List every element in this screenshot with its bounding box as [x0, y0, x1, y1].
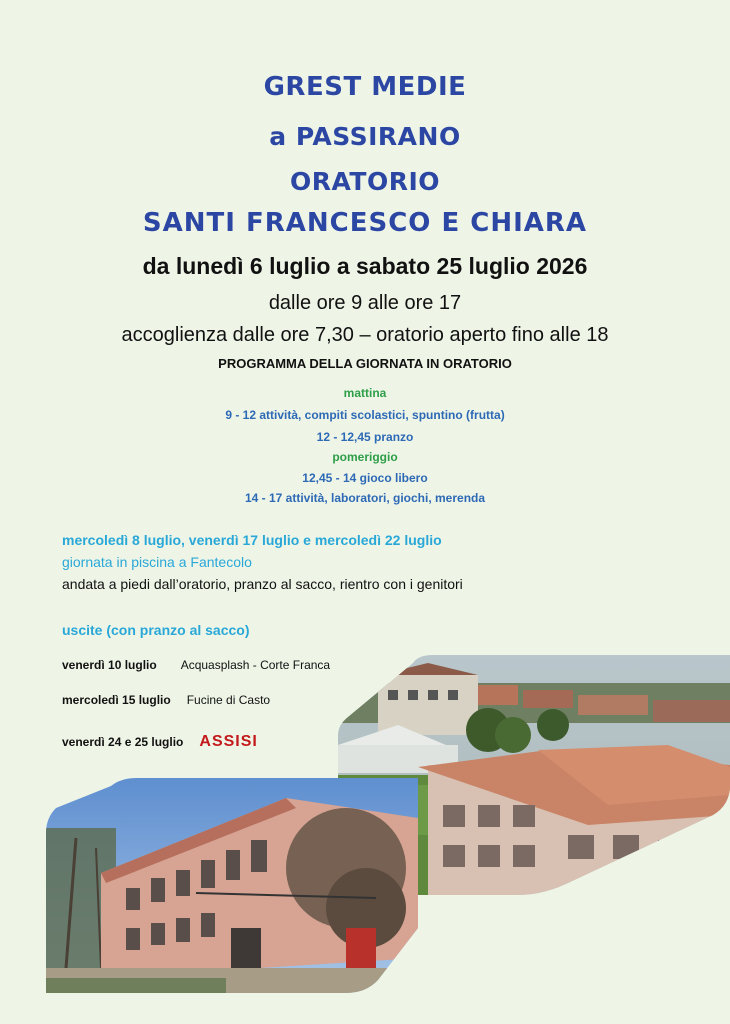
trip-place: Acquasplash - Corte Franca	[180, 658, 331, 672]
morning-label: mattina	[343, 386, 387, 400]
title-line-3: ORATORIO	[289, 167, 441, 196]
trip-item	[62, 733, 258, 751]
morning-item-1: 9 - 12 attività, compiti scolastici, spuntino (frutta)	[225, 408, 505, 422]
title-line-2: a PASSIRANO	[269, 122, 461, 151]
title-line-4: SANTI FRANCESCO E CHIARA	[142, 208, 588, 238]
hours-text: dalle ore 9 alle ore 17	[268, 292, 462, 314]
trip-item	[62, 693, 270, 707]
trip-day: mercoledì 15 luglio	[62, 693, 171, 707]
trip-place-assisi: ASSISI	[199, 733, 258, 750]
trip-day: venerdì 24 e 25 luglio	[62, 735, 184, 749]
afternoon-label: pomeriggio	[332, 450, 398, 464]
welcome-text: accoglienza dalle ore 7,30 – oratorio aperto fino alle 18	[121, 324, 609, 346]
trip-day: venerdì 10 luglio	[62, 658, 157, 672]
date-range: da lunedì 6 luglio a sabato 25 luglio 2026	[142, 253, 588, 279]
pool-days: mercoledì 8 luglio, venerdì 17 luglio e mercoledì 22 luglio	[62, 532, 442, 548]
afternoon-item-2: 14 - 17 attività, laboratori, giochi, merenda	[244, 491, 486, 505]
trips-title: uscite (con pranzo al sacco)	[62, 622, 250, 638]
program-title: PROGRAMMA DELLA GIORNATA IN ORATORIO	[218, 356, 512, 371]
trip-item	[62, 658, 330, 672]
title-line-1: GREST MEDIE	[263, 72, 467, 102]
morning-item-2: 12 - 12,45 pranzo	[316, 430, 414, 444]
afternoon-item-1: 12,45 - 14 gioco libero	[302, 471, 428, 485]
oratorio-building-photo	[46, 778, 418, 993]
pool-description: giornata in piscina a Fantecolo	[62, 554, 252, 570]
trip-place: Fucine di Casto	[186, 693, 271, 707]
pool-note: andata a piedi dall’oratorio, pranzo al sacco, rientro con i genitori	[62, 576, 463, 592]
